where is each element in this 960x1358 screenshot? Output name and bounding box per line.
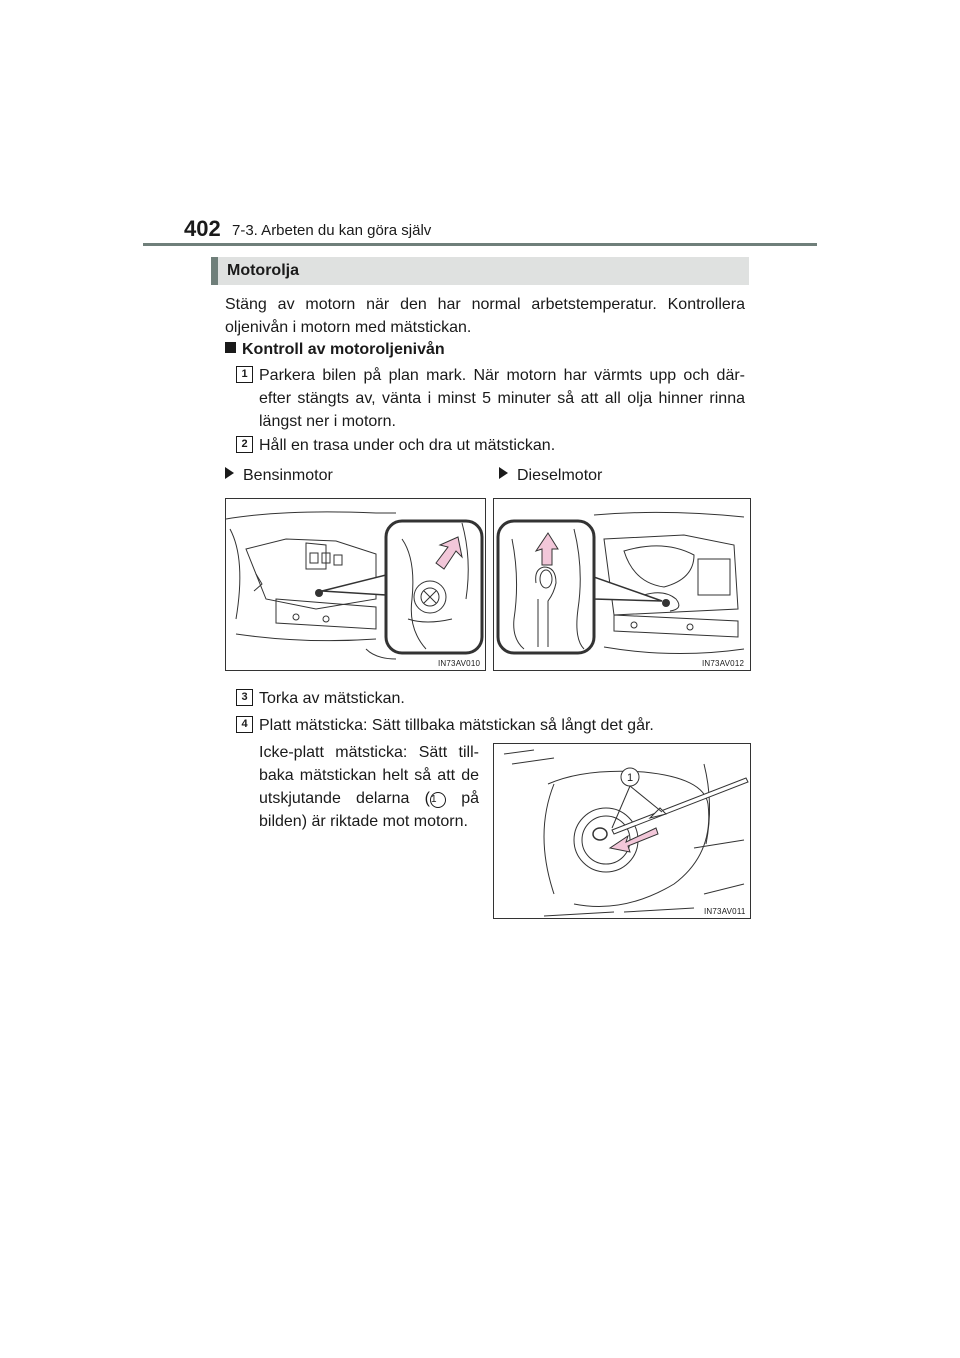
step-1-text: Parkera bilen på plan mark. När motorn har värmts upp och där-efter stängts av, vänta i minst 5 minuter så att all olja hinner rinna längst ner i motorn.	[259, 367, 745, 430]
figure-code: IN73AV011	[704, 907, 746, 916]
diesel-engine-illustration	[494, 499, 750, 670]
square-bullet-icon	[225, 342, 236, 353]
triangle-bullet-icon	[225, 467, 234, 479]
step-4-text: Platt mätsticka: Sätt tillbaka mätstickan så långt det går.	[259, 717, 654, 734]
section-heading-bar	[211, 257, 749, 285]
chapter-title: 7-3. Arbeten du kan göra själv	[232, 222, 432, 239]
non-flat-text-after: på bilden) är riktade mot motorn.	[259, 790, 479, 830]
petrol-label	[225, 467, 333, 485]
callout-1-icon: 1	[430, 792, 446, 808]
diesel-label	[499, 467, 602, 485]
section-title: Motorolja	[227, 262, 299, 279]
petrol-label-text: Bensinmotor	[243, 467, 333, 484]
zoom-pointer-icon	[322, 575, 386, 595]
intro-paragraph: Stäng av motorn när den har normal arbetstemperatur. Kontrollera oljenivån i motorn med mätstickan.	[225, 296, 745, 336]
callout-1-label: 1	[626, 772, 634, 784]
subheading	[225, 341, 445, 359]
oil-filler-cap-icon	[315, 589, 323, 597]
triangle-bullet-icon	[499, 467, 508, 479]
zoom-pointer-icon	[594, 577, 662, 601]
non-flat-dipstick-text	[259, 741, 479, 833]
non-flat-text-before: Icke-platt mätsticka: Sätt till-baka mätstickan helt så att de utskjutande delarna (	[259, 744, 479, 807]
header-divider	[143, 243, 817, 246]
dipstick-insertion-illustration	[494, 744, 750, 918]
step-3-text: Torka av mätstickan.	[259, 690, 405, 707]
step-number-3: 3	[236, 689, 253, 706]
diesel-engine-figure	[493, 498, 751, 671]
section-heading-accent	[211, 257, 218, 285]
figure-code: IN73AV010	[438, 659, 481, 668]
step-number-1: 1	[236, 366, 253, 383]
step-2-text: Håll en trasa under och dra ut mätstickan.	[259, 437, 556, 454]
dipstick-rod-icon	[612, 778, 748, 834]
petrol-engine-illustration	[226, 499, 485, 670]
step-number-4: 4	[236, 716, 253, 733]
dipstick-tube-icon	[593, 828, 607, 840]
page-number: 402	[184, 216, 221, 241]
step-number-2: 2	[236, 436, 253, 453]
dipstick-insertion-figure	[493, 743, 751, 919]
dipstick-position-icon	[662, 599, 670, 607]
diesel-label-text: Dieselmotor	[517, 467, 603, 484]
subheading-text: Kontroll av motoroljenivån	[242, 341, 445, 358]
petrol-engine-figure	[225, 498, 486, 671]
figure-code: IN73AV012	[702, 659, 745, 668]
